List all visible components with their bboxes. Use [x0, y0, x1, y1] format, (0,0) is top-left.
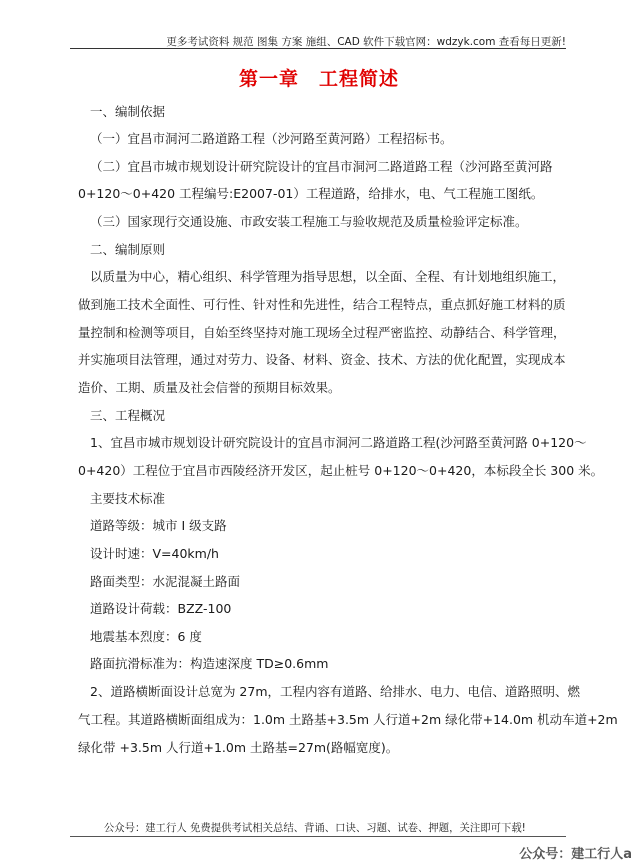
footer-rule [70, 836, 566, 837]
header-note: 更多考试资料 规范 图集 方案 施组、CAD 软件下载官网：wdzyk.com 查看每日更新! [166, 36, 566, 48]
body-line: 0+120～0+420 工程编号:E2007-01）工程道路，给排水，电、气工程施工图纸。 [78, 186, 544, 201]
spec-line: 设计时速：V=40km/h [90, 546, 219, 561]
spec-line: 路面抗滑标准为：构造速深度 TD≥0.6mm [90, 656, 329, 671]
body-line: 并实施项目法管理，通过对劳力、设备、材料、资金、技术、方法的优化配置，实现成本 [78, 352, 566, 367]
body-line: 量控制和检测等项目，自始至终坚持对施工现场全过程严密监控、动静结合、科学管理， [78, 325, 566, 340]
footer-note: 公众号：建工行人 免费提供考试相关总结、背诵、口诀、习题、试卷、押题，关注即可下载! [103, 822, 526, 834]
header-rule [70, 48, 566, 49]
watermark: 公众号：建工行人a [519, 847, 632, 862]
body-line: 0+420）工程位于宜昌市西陵经济开发区，起止桩号 0+120～0+420，本标段全长 300 米。 [78, 463, 604, 478]
body-line: （一）宜昌市洞河二路道路工程（沙河路至黄河路）工程招标书。 [90, 131, 453, 146]
body-line: 2、道路横断面设计总宽为 27m，工程内容有道路、给排水、电力、电信、道路照明、燃 [90, 684, 581, 699]
body-line: 以质量为中心，精心组织、科学管理为指导思想，以全面、全程、有计划地组织施工， [90, 269, 566, 284]
section-heading: 二、编制原则 [90, 242, 166, 257]
body-line: （三）国家现行交通设施、市政安装工程施工与验收规范及质量检验评定标准。 [90, 214, 528, 229]
spec-line: 地震基本烈度：6 度 [90, 629, 202, 644]
chapter-title: 第一章 工程简述 [238, 68, 399, 90]
spec-line: 道路等级：城市 I 级支路 [90, 518, 227, 533]
body-line: （二）宜昌市城市规划设计研究院设计的宜昌市洞河二路道路工程（沙河路至黄河路 [90, 159, 553, 174]
body-line: 造价、工期、质量及社会信誉的预期目标效果。 [78, 380, 341, 395]
body-line: 气工程。其道路横断面组成为：1.0m 土路基+3.5m 人行道+2m 绿化带+14.0m 机动车道+2m [78, 712, 618, 727]
body-line: 做到施工技术全面性、可行性、针对性和先进性，结合工程特点，重点抓好施工材料的质 [78, 297, 566, 312]
section-heading: 三、工程概况 [90, 408, 166, 423]
spec-heading: 主要技术标准 [90, 491, 166, 506]
spec-line: 路面类型：水泥混凝土路面 [90, 574, 241, 589]
section-heading: 一、编制依据 [90, 104, 166, 119]
spec-line: 道路设计荷载：BZZ-100 [90, 601, 232, 616]
body-line: 绿化带 +3.5m 人行道+1.0m 土路基=27m(路幅宽度)。 [78, 740, 399, 755]
body-line: 1、宜昌市城市规划设计研究院设计的宜昌市洞河二路道路工程(沙河路至黄河路 0+120～ [90, 435, 587, 450]
